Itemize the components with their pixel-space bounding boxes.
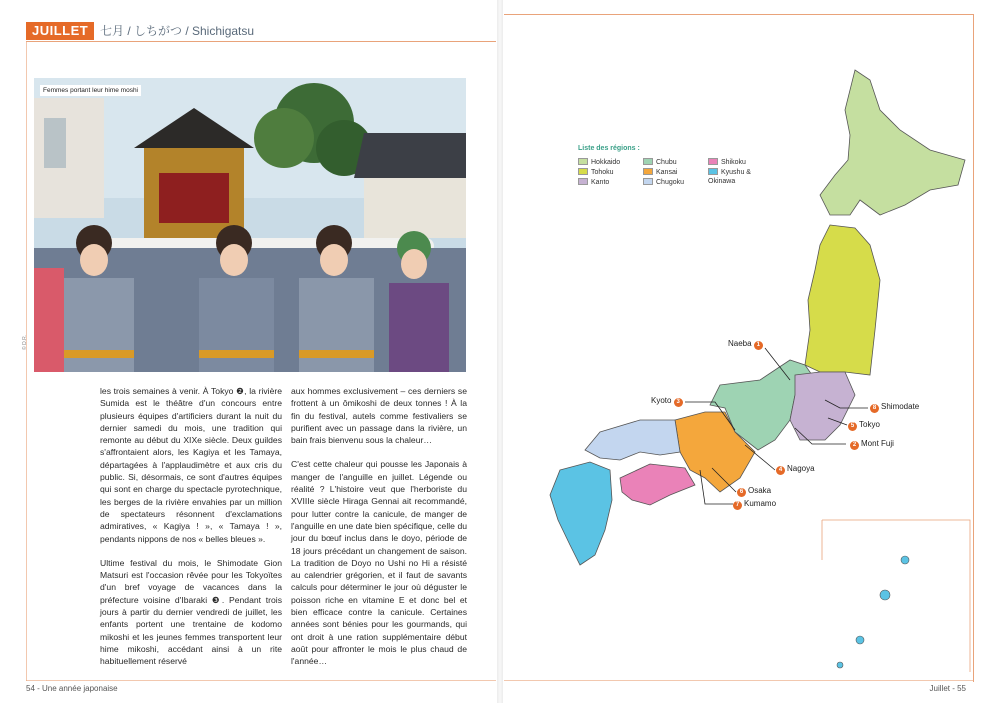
island-okinawa bbox=[901, 556, 909, 564]
legend-item: Kanto bbox=[578, 178, 609, 187]
frame-top-right bbox=[504, 14, 974, 15]
region-chugoku bbox=[585, 420, 680, 460]
japan-map bbox=[520, 40, 980, 680]
text-column-b bbox=[291, 385, 467, 680]
legend-item: Kansai bbox=[643, 168, 677, 177]
legend-item: Hokkaido bbox=[578, 158, 620, 167]
region-hokkaido bbox=[820, 70, 965, 215]
folio-right: Juillet - 55 bbox=[929, 684, 966, 693]
legend-title: Liste des régions : bbox=[578, 145, 640, 152]
city-label-montfuji: 2 Mont Fuji bbox=[850, 439, 894, 450]
month-tag: JUILLET bbox=[26, 22, 94, 40]
city-label-osaka: 6 Osaka bbox=[737, 486, 771, 497]
frame-bottom-right bbox=[504, 680, 974, 681]
festival-photo bbox=[34, 78, 466, 372]
city-label-kumamo: 7 Kumamo bbox=[733, 499, 776, 510]
island-okinawa bbox=[837, 662, 843, 668]
month-subtitle: 七月 / しちがつ / Shichigatsu bbox=[100, 24, 255, 38]
frame-top-left bbox=[26, 41, 496, 42]
region-shikoku bbox=[620, 464, 695, 505]
legend-item: Chubu bbox=[643, 158, 677, 167]
city-label-nagoya: 4 Nagoya bbox=[776, 464, 815, 475]
gutter bbox=[497, 0, 503, 703]
paragraph: Ultime festival du mois, le Shimodate Gion Matsuri est l'occasion rêvée pour les Tokyoïtes d'un bref voyage de vacances dans la préfecture voisine d'Ibaraki ❸. Pendant trois jours à partir du dernier vendredi de juillet, les enfants portent une trentaine de kodomo mikoshi et les jeunes femmes transportent leur hime mikoshi, accédant ainsi à un rite habituellement réservé bbox=[100, 557, 282, 667]
legend-item: Shikoku bbox=[708, 158, 746, 167]
legend-item: Kyushu & Okinawa bbox=[708, 169, 751, 185]
island-okinawa bbox=[880, 590, 890, 600]
region-tohoku bbox=[805, 225, 880, 375]
frame-left bbox=[26, 41, 27, 681]
photo-credit: © D.R. bbox=[22, 334, 28, 350]
legend-item: Tohoku bbox=[578, 168, 614, 177]
frame-bottom-left bbox=[26, 680, 496, 681]
city-label-shimodate: 8 Shimodate bbox=[870, 402, 919, 413]
okinawa-inset-frame bbox=[822, 520, 970, 672]
legend-item: Chugoku bbox=[643, 178, 684, 187]
folio-left: 54 - Une année japonaise bbox=[26, 684, 118, 693]
photo-caption: Femmes portant leur hime moshi bbox=[40, 85, 141, 96]
city-label-naeba: Naeba 1 bbox=[728, 339, 765, 350]
region-kyushu bbox=[550, 462, 612, 565]
region-kanto bbox=[790, 372, 855, 440]
paragraph: aux hommes exclusivement – ces derniers se frottent à un ômikoshi de deux tonnes ! À la fin du festival, autels comme festivaliers se purifient avec un passage dans la rivière, un bain frais bienvenu sous la chaleur… bbox=[291, 386, 467, 446]
city-label-kyoto: Kyoto 3 bbox=[651, 396, 685, 407]
city-label-tokyo: 5 Tokyo bbox=[848, 420, 880, 431]
paragraph: les trois semaines à venir. À Tokyo ❷, la rivière Sumida est le théâtre d'un concours entre plusieurs équipes d'artificiers durant la nuit du dernier samedi du mois, une tradition qui remonte au début du XIXe siècle. Deux guildes s'affrontaient alors, les Kagiya et les Tamaya, départagées à l'applaudimètre et aux cris du public. Si, désormais, ce sont d'autres équipes qui sont en charge du spectacle pyrotechnique, les berges de la rivière envahies par un million de spectateurs résonnent d'exclamations admiratives, « Kagiya ! », « Tamaya ! », pendants nippons de nos « belles bleues ». bbox=[100, 386, 282, 544]
text-column-a bbox=[100, 385, 282, 680]
paragraph: C'est cette chaleur qui pousse les Japonais à manger de l'anguille en juillet. Légende ou réalité ? L'histoire veut que l'herboriste du XVIIIe siècle Hiraga Gennai ait recommandé, pour lutter contre la canicule, de manger de l'anguille en une date bien spécifique, celle du jour du bœuf inclus dans le doyo, période de 18 jours précédant un changement de saison. La tradition de Doyo no Ushi no Hi a résisté au calendrier grégorien, et il faut de savants calculs pour déterminer le jour où déguster le poisson riche en vitamine E et donc bel et bien efficace contre la canicule. Certaines années sont bénies pour les gourmands, qui ont droit à une ration supplémentaire début août pour affronter le mois le plus chaud de l'année… bbox=[291, 459, 467, 667]
island-okinawa bbox=[856, 636, 864, 644]
